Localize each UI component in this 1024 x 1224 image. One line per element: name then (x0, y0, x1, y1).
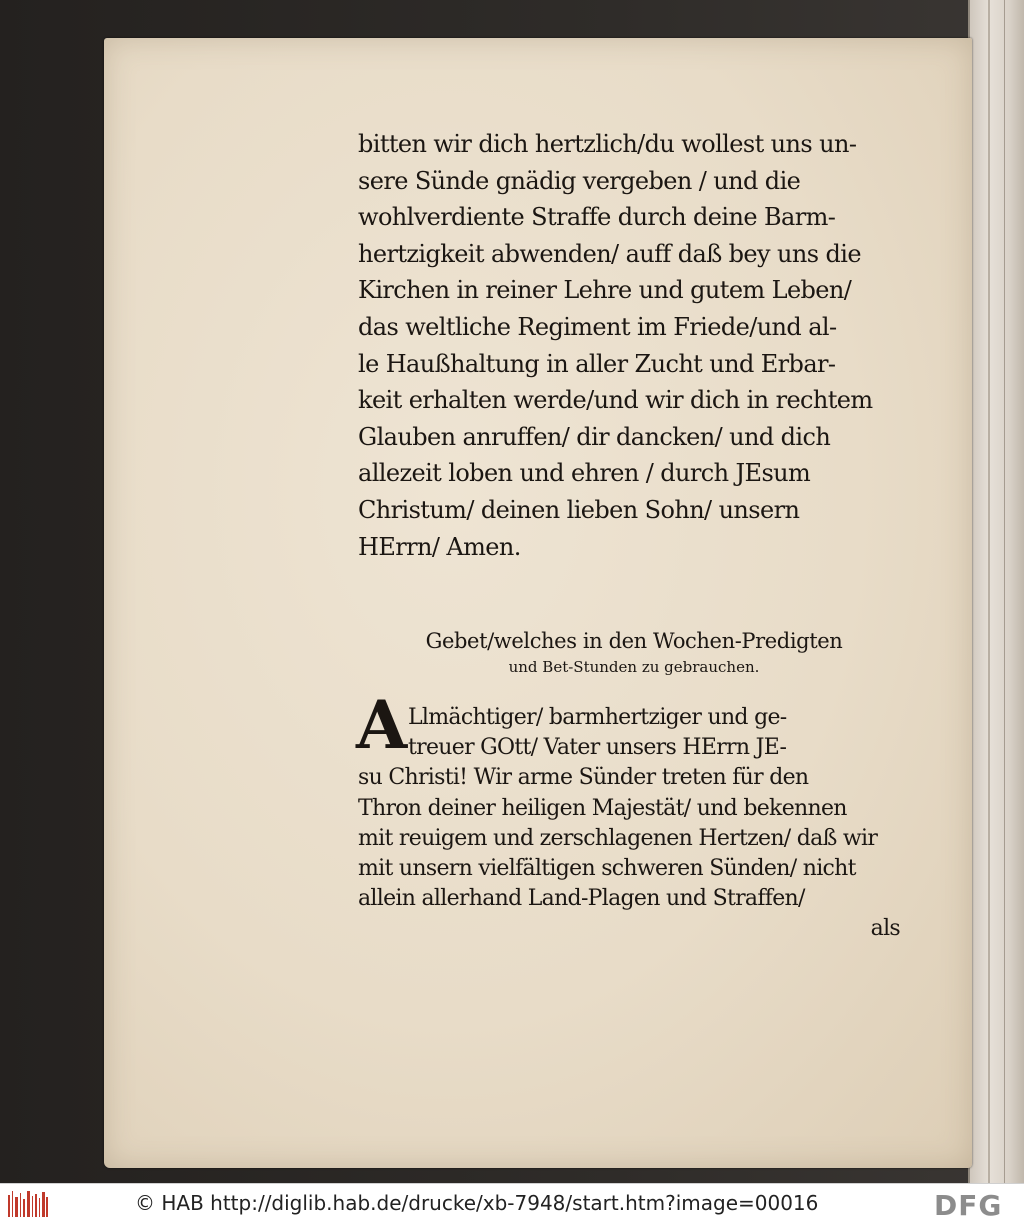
text-line: keit erhalten werde/und wir dich in rechtem (358, 386, 873, 415)
dfg-logo: DFG (934, 1189, 1003, 1222)
text-line: bitten wir dich hertzlich/du wollest uns un- (358, 130, 857, 158)
text-line: mit reuigem und zerschlagenen Hertzen/ daß wir (358, 825, 878, 851)
text-line: treuer GOtt/ Vater unsers HErrn JE- (408, 735, 787, 761)
text-line: Glauben anruffen/ dir dancken/ und dich (358, 422, 831, 451)
text-line: Kirchen in reiner Lehre und gutem Leben/ (358, 276, 852, 305)
heading-subtitle: und Bet-Stunden zu gebrauchen. (508, 658, 760, 676)
heading-title: Gebet/welches in den Wochen-Predigten (425, 629, 843, 653)
source-link[interactable]: © HAB http://diglib.hab.de/drucke/xb-7948/start.htm?image=00016 (135, 1191, 819, 1215)
barcode-icon (8, 1191, 48, 1217)
text-line: HErrn/ Amen. (358, 532, 521, 561)
viewer-footer (0, 1183, 1024, 1224)
decorated-initial: A (356, 686, 408, 764)
text-line: sere Sünde gnädig vergeben / und die (358, 166, 801, 195)
catchword: als (870, 916, 900, 942)
text-line: hertzigkeit abwenden/ auff daß bey uns die (358, 239, 861, 268)
prayer-heading (384, 626, 884, 678)
text-line: allezeit loben und ehren / durch JEsum (358, 459, 811, 488)
text-line: le Haußhaltung in aller Zucht und Erbar- (358, 349, 836, 378)
prayer-continuation-text (358, 126, 910, 565)
text-line: mit unsern vielfältigen schweren Sünden/ nicht (358, 856, 856, 882)
adjacent-page-edge (968, 0, 1024, 1183)
text-line: wohlverdiente Straffe durch deine Barm- (358, 203, 836, 232)
text-line: das weltliche Regiment im Friede/und al- (358, 312, 837, 341)
text-line: Llmächtiger/ barmhertziger und ge- (408, 705, 787, 730)
text-line: su Christi! Wir arme Sünder treten für den (358, 765, 809, 791)
text-line: allein allerhand Land-Plagen und Straffen/ (358, 886, 805, 912)
prayer-text (358, 703, 910, 945)
text-line: Christum/ deinen lieben Sohn/ unsern (358, 495, 800, 524)
page-edge-stripe (988, 0, 990, 1183)
page-edge-stripe (1004, 0, 1005, 1183)
text-line: Thron deiner heiligen Majestät/ und bekennen (358, 795, 847, 821)
